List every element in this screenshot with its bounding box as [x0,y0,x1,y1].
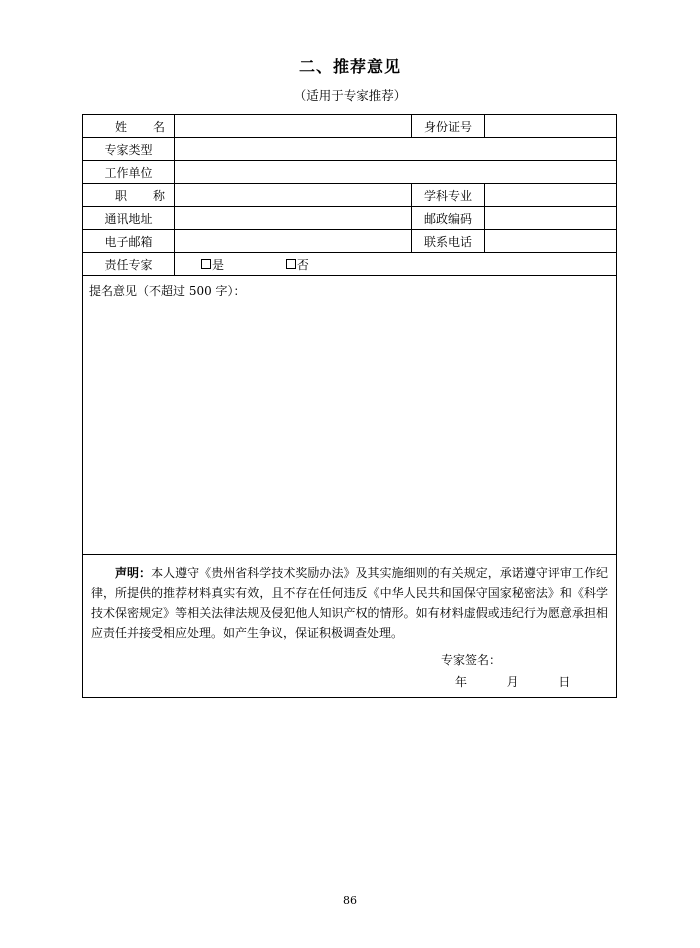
opinion-label: 提名意见（不超过 500 字）： [89,284,246,298]
year-label: 年 [455,675,468,689]
id-number-field[interactable] [485,115,617,138]
no-option[interactable] [286,256,309,273]
expert-type-label: 专家类型 [83,138,175,161]
yes-checkbox[interactable] [201,259,211,269]
page-subtitle: （适用于专家推荐） [293,88,407,103]
declaration-cell [83,555,617,698]
address-label: 通讯地址 [83,207,175,230]
job-title-label: 职称 [83,184,175,207]
row-responsible-expert [83,253,617,276]
row-name [83,115,617,138]
row-declaration [83,555,617,698]
work-unit-field[interactable] [175,161,617,184]
postcode-label: 邮政编码 [412,207,485,230]
name-field[interactable] [175,115,412,138]
month-label: 月 [506,675,519,689]
row-expert-type [83,138,617,161]
no-label: 否 [296,257,309,272]
signature-line[interactable] [441,651,501,668]
recommendation-form [82,114,617,698]
discipline-field[interactable] [485,184,617,207]
phone-field[interactable] [485,230,617,253]
declaration-text: 本人遵守《贵州省科学技术奖励办法》及其实施细则的有关规定，承诺遵守评审工作纪律，所提供的推荐材料真实有效，且不存在任何违反《中华人民共和国保守国家秘密法》和《科学技术保密规定》等相关法律法规及侵犯他人知识产权的情形。如有材料虚假或违纪行为愿意承担相应责任并接受相应处理。如产生争议，保证积极调查处理。 [91,566,608,640]
row-address [83,207,617,230]
signature-label: 专家签名： [441,653,502,667]
row-job-title [83,184,617,207]
job-title-field[interactable] [175,184,412,207]
date-line[interactable] [455,673,570,690]
yes-option[interactable] [201,256,224,273]
row-opinion [83,276,617,555]
page-title: 二、推荐意见 [298,57,401,76]
responsible-expert-options [175,253,617,276]
page-number: 86 [343,894,357,907]
discipline-label: 学科专业 [412,184,485,207]
yes-label: 是 [212,257,225,272]
expert-type-field[interactable] [175,138,617,161]
row-email [83,230,617,253]
responsible-expert-label: 责任专家 [83,253,175,276]
work-unit-label: 工作单位 [83,161,175,184]
row-work-unit [83,161,617,184]
name-label: 姓名 [83,115,175,138]
address-field[interactable] [175,207,412,230]
opinion-field[interactable] [83,276,617,555]
postcode-field[interactable] [485,207,617,230]
declaration-paragraph [91,563,608,643]
id-number-label: 身份证号 [412,115,485,138]
phone-label: 联系电话 [412,230,485,253]
no-checkbox[interactable] [286,259,296,269]
day-label: 日 [558,675,571,689]
declaration-heading: 声明： [115,566,152,580]
email-label: 电子邮箱 [83,230,175,253]
email-field[interactable] [175,230,412,253]
